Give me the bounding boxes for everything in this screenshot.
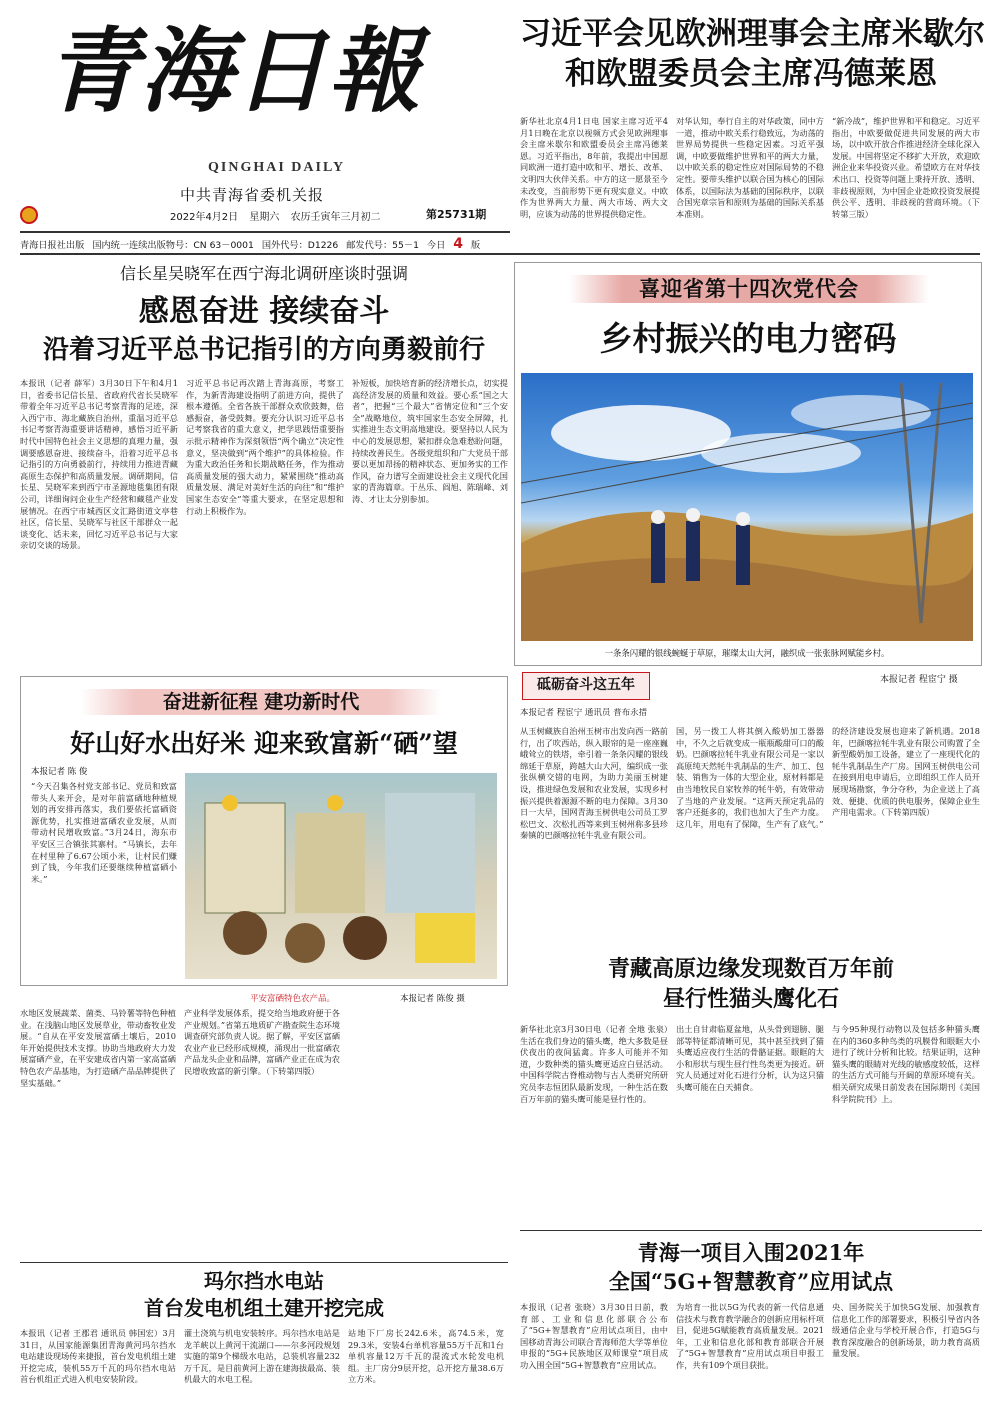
feature-headline: 乡村振兴的电力密码 xyxy=(599,319,897,358)
masthead-rule xyxy=(20,231,510,233)
owl-story xyxy=(520,954,982,1174)
owl-col-3: 与今95种现行动物以及包括多种猫头鹰在内的360多种鸟类的巩膜骨和眼眶大小进行了统计分析和比较。结果证明，这种猫头鹰的眼睛对光线的敏感度较低，这样的生活方式可能与开阔的草原环境有关。相关研究成果日前发表在国际期刊《美国科学院院刊》上。 xyxy=(832,1024,980,1104)
cn-code: 国内统一连续出版物号：CN 63－0001 xyxy=(92,240,254,251)
selenium-photo-credit: 本报记者 陈俊 摄 xyxy=(400,994,465,1004)
newspaper-logo: 青海日報 xyxy=(46,17,423,125)
visit-kicker: 信长星吴晓军在西宁海北调研座谈时强调 xyxy=(119,264,408,283)
edu-col-1: 本报讯（记者 张晓）3月30日日前，教育部、工业和信息化部联合公布了“5G+智慧教育”应用试点项目，由中国移动青海公司联合青海师范大学等单位申报的“5G+民族地区双师课堂”项目成功入围全国“5G+智慧教育”应用试点。 xyxy=(520,1302,668,1370)
visit-headline-2: 沿着习近平总书记指引的方向勇毅前行 xyxy=(42,335,485,365)
lead-col-1: 新华社北京4月1日电 国家主席习近平4月1日晚在北京以视频方式会见欧洲理事会主席米歇尔和欧盟委员会主席冯德莱恩。习近平指出，8年前，我提出中国愿同欧洲一道打造中欧和平、增长、改革、文明四大伙伴关系。中方的这一愿景至今未改变，当前形势下更有现实意义。中欧作为世界两大力量、两大市场、两大文明，应该为动荡的世界提供稳定性。 xyxy=(520,116,668,219)
foreign-code: 国外代号：D1226 xyxy=(261,240,339,251)
publisher-text: 青海日报社出版 xyxy=(20,240,85,251)
publication-info xyxy=(20,236,512,252)
feature-photo-credit: 本报记者 程宦宁 摄 xyxy=(880,675,958,685)
owl-headline-2: 昼行性猫头鹰化石 xyxy=(662,986,839,1012)
masthead-pinyin: QINGHAI DAILY xyxy=(208,160,346,175)
masthead-rule-bottom xyxy=(20,253,980,255)
edu-headline-1: 青海一项目入围2021年 xyxy=(637,1240,865,1265)
hydro-story xyxy=(20,1268,508,1418)
five-years-kicker xyxy=(522,672,650,700)
edu-story xyxy=(520,1238,982,1418)
masthead xyxy=(20,8,512,230)
edu-col-3: 央、国务院关于加快5G发展、加强教育信息化工作的部署要求，积极引导省内各级通信企业与学校开展合作，打造5G与教育深度融合的创新场景，助力教育高质量发展。 xyxy=(832,1302,980,1359)
power-col-2: 国，另一拨工人将其倒入酸奶加工器器中，不久之后就变成一瓶瓶酸甜可口的酸奶。巴颜喀拉牦牛乳业有限公司是一家以高原纯天然牦牛乳制品的生产、加工、包装、销售为一体的大型企业，原材料都是由当地牧民自家牧养的牦牛奶，有效带动了当地的产业发展。“这两天预定乳品的客户还挺多的，我们也加大了生产力度。这几年，用电有了保障，生产有了底气。” xyxy=(676,726,824,829)
visit-col-1: 本报讯（记者 薛军）3月30日下午和4月1日，省委书记信长星、省政府代省长吴晓军带着全年习近平总书记考察青海的足迹，深入西宁市、海北藏族自治州，重温习近平总书记考察青海重要讲话精神，感悟习近平新时代中国特色社会主义思想的真理力量，强调要感恩奋进、接续奋斗，沿着习近平总书记指引的方向勇毅前行，持续用力推进青藏高原生态保护和高质量发展。调研期间，信长星、吴晓军来到西宁市圣源地毯集团有限公司，详细询问企业生产经营和藏毯产业发展情况。在西宁市城西区文汇路街道文亭巷社区，信长星、吴晓军与社区干部群众一起谈变化、话未来，回忆习近平总书记与大家亲切交谈的场景。 xyxy=(20,378,178,551)
lead-story xyxy=(520,10,985,250)
hydro-col-1: 本报讯（记者 王郡君 通讯员 韩国宏）3月31日，从国家能源集团青海黄河玛尔挡水电站建设现场传来捷报，首台发电机组土建开挖完成，装机55万千瓦的玛尔挡水电站首台机组正式进入机电安装阶段。 xyxy=(20,1328,176,1385)
power-col-1: 从玉树藏族自治州玉树市出发向西一路前行，出了吹西站，纵入眼帘的是一座座巍峨耸立的铁塔，牵引着一条条闪耀的银线绵延于草原，跨越大山大河，编织成一张张纵横交错的电网，为助力美丽玉树建设，推进绿色发展和农业发展，实现乡村振兴提供着源源不断的电力保障。3月30日一大早，国网青海玉树供电公司员工罗松巴文、次松扎西等来到玉树州称多县珍秦镇的巴颜喀拉牦牛乳业有限公司。 xyxy=(520,726,668,841)
selenium-col-2: 水地区发展蔬菜、菌类、马铃薯等特色种植业。在浅脑山地区发展草业，带动畜牧业发展。“自从在平安发展富硒土壤后，2010年开始提供技术支撑。协助当地政府大力发展富硒产业，在平安建成省内第一家高富硒特色农产品基地，为打造硒产品品牌提供了坚实基础。” xyxy=(20,1008,176,1088)
selenium-continued xyxy=(20,1008,508,1158)
feature-box xyxy=(514,262,982,666)
masthead-sponsor: 中共青海省委机关报 xyxy=(180,186,325,204)
section-divider-left xyxy=(20,1262,508,1263)
power-story xyxy=(520,708,982,946)
visit-headline-1: 感恩奋进 接续奋斗 xyxy=(138,294,390,329)
grassland-tower-image xyxy=(521,373,973,641)
owl-col-2: 出土自甘肃临夏盆地，从头骨到翅膀、腿部等特征都清晰可见，其中甚至找到了猫头鹰适应夜行生活的骨骼证据。眼眶的大小和形状与现生昼行性鸟类更为接近。研究人员通过对化石进行分析，认为这只猫头鹰可能在白天捕食。 xyxy=(676,1024,824,1092)
hydro-headline-1: 玛尔挡水电站 xyxy=(204,1269,324,1293)
feature-banner xyxy=(569,275,929,303)
hydro-col-3: 站地下厂房长242.6米，高74.5米，宽29.3米，安装4台单机容量55万千瓦和1台单机容量12万千瓦的混流式水轮发电机组。主厂房分9层开挖，总开挖方量38.6万立方米。 xyxy=(348,1328,504,1385)
visit-col-3: 补短板，加快培育新的经济增长点，切实提高经济发展的质量和效益。要心系“国之大者”，把握“三个最大”省情定位和“三个安全”战略地位，筑牢国家生态安全屏障，扎实推进生态文明高地建设。要坚持以人民为中心的发展思想，紧扣群众急难愁盼问题，持续改善民生。各级党组织和广大党员干部要以更加昂扬的精神状态、更加务实的工作作风，奋力谱写全面建设社会主义现代化国家的青海篇章。于丛乐、阎旭、陈瑞峰、刘涛、才让太分别参加。 xyxy=(352,378,508,504)
feature-banner-text: 喜迎省第十四次党代会 xyxy=(639,276,859,301)
power-byline: 本报记者 程宦宁 通讯员 普布永措 xyxy=(520,708,648,718)
selenium-headline: 好山好水出好米 迎来致富新“硒”望 xyxy=(70,729,458,758)
selenium-photo-caption: 平安富硒特色农产品。 xyxy=(250,994,336,1004)
owl-col-1: 新华社北京3月30日电（记者 全地 张泉）生活在我们身边的猫头鹰，绝大多数是昼伏夜出的夜间猛禽。许多人可能并不知道，少数种类的猫头鹰更适应白昼活动。中国科学院古脊椎动物与古人类研究所研究员李志恒团队最新发现，一种生活在数百万年前的猫头鹰可能是昼行性的。 xyxy=(520,1024,668,1104)
owl-headline-1: 青藏高原边缘发现数百万年前 xyxy=(607,956,894,982)
selenium-banner-text: 奋进新征程 建功新时代 xyxy=(162,691,360,713)
lead-col-2: 对华认知，奉行自主的对华政策，同中方一道，推动中欧关系行稳致远，为动荡的世界局势提供一些稳定因素。习近平强调，中欧要做维护世界和平的两大力量，以中欧关系的稳定性应对国际局势的不稳定性。要带头维护以联合国为核心的国际体系，以国际法为基础的国际秩序，以联合国宪章宗旨和原则为基础的国际关系基本准则。 xyxy=(676,116,824,219)
lead-headline-2: 和欧盟委员会主席冯德莱恩 xyxy=(565,56,937,92)
pages-count: 4 xyxy=(453,236,464,252)
feature-photo xyxy=(521,373,973,641)
selenium-byline: 本报记者 陈 俊 xyxy=(31,767,88,777)
visit-story xyxy=(20,262,508,660)
lead-col-3: “新冷战”，维护世界和平和稳定。习近平指出，中欧要做促进共同发展的两大市场，以中欧开放合作推进经济全球化深入发展。中国将坚定不移扩大开放，欢迎欧洲企业来华投资兴业。希望欧方在对华技术出口、投资等问题上秉持开放、透明、非歧视原则，为中国企业赴欧投资发展提供公平、透明、非歧视的营商环境。（下转第三版） xyxy=(832,116,980,219)
selenium-col-3: 产业科学发展体系，提交给当地政府便于各产业规划。”省第五地质矿产勘查院生态环境调查研究部负责人说。据了解，平安区富硒农业产业已经形成规模，涌现出一批富硒农产品龙头企业和品牌，富硒产业正在成为农民增收致富的新引擎。（下转第四版） xyxy=(184,1008,340,1076)
edition-number: 第25731期 xyxy=(426,208,487,221)
selenium-products-image xyxy=(185,773,497,979)
section-divider-right xyxy=(520,1230,982,1231)
edu-col-2: 为培育一批以5G为代表的新一代信息通信技术与教育教学融合的创新应用标杆项目，促进5G赋能教育高质量发展。2021年，工业和信息化部和教育部联合开展了“5G+智慧教育”应用试点项目申报工作，共有109个项目获批。 xyxy=(676,1302,824,1370)
lead-headline-1: 习近平会见欧洲理事会主席米歇尔 xyxy=(520,16,985,52)
lunar-text: 农历壬寅年三月初二 xyxy=(290,212,381,223)
hydro-headline-2: 首台发电机组土建开挖完成 xyxy=(144,1296,384,1320)
hydro-col-2: 灌土浇筑与机电安装转序。玛尔挡水电站是龙羊峡以上黄河干流湖口——尔多河段规划实施的第9个梯级水电站，总装机容量232万千瓦，是目前黄河上游在建海拔最高、装机最大的水电工程。 xyxy=(184,1328,340,1385)
emblem-icon xyxy=(20,206,38,224)
selenium-banner xyxy=(81,689,441,715)
visit-col-2: 习近平总书记再次踏上青海高原，考察工作，为新青海建设指明了前进方向，提供了根本遵循。全省各族干部群众欢欣鼓舞，倍感振奋，备受鼓舞。要充分认识习近平总书记考察我省的重大意义，把学思践悟重要指示批示精神作为深刻领悟“两个确立”决定性意义，坚决做到“两个维护”的具体检验。作为重大政治任务和长期战略任务，作为推动高质量发展的强大动力，紧紧围绕“推动高质量发展、满足对美好生活的向往”和“维护国家生态安全”等重大要求，在坚定思想和行动上积极作为。 xyxy=(186,378,344,516)
selenium-photo xyxy=(185,773,497,979)
five-years-label: 砥砺奋斗这五年 xyxy=(537,677,635,693)
selenium-col-1: “今天召集各村党支部书记、党员和致富带头人来开会，是对年前富硒地种植规划的再安排再落实，我们要依托富硒资源优势，扎实推进富硒农业发展，从而带动村民增收致富。”3月24日，海东市平安区三合镇张其寨村。“马镇长，去年在村里种了6.67公顷小米，让村民们赚到了钱，今年我们还要继续种植富硒小米。” xyxy=(31,781,177,884)
power-col-3: 的经济建设发展也迎来了新机遇。2018年，巴颜喀拉牦牛乳业有限公司购置了全新型酸奶加工设备，建立了一座现代化的牦牛乳制品生产厂房。国网玉树供电公司在接到用电申请后，立即组织工作人员开展现场勘察，争分夺秒，为企业送上了高效、便捷、优质的供电服务，保障企业生产用电需求。（下转第四版） xyxy=(832,726,980,818)
selenium-feature xyxy=(20,676,508,986)
pages-unit: 版 xyxy=(471,240,481,251)
weekday-text: 星期六 xyxy=(249,212,280,223)
issue-date xyxy=(170,208,381,223)
feature-caption: 一条条闪耀的银线蜿蜒于草原，璀璨太山大河，融织成一张张脉网赋能乡村。 xyxy=(604,648,890,658)
edu-headline-2: 全国“5G+智慧教育”应用试点 xyxy=(608,1269,894,1294)
pages-label: 今日 xyxy=(426,240,446,251)
postal-code: 邮发代号：55－1 xyxy=(346,240,419,251)
date-text: 2022年4月2日 xyxy=(170,212,239,223)
